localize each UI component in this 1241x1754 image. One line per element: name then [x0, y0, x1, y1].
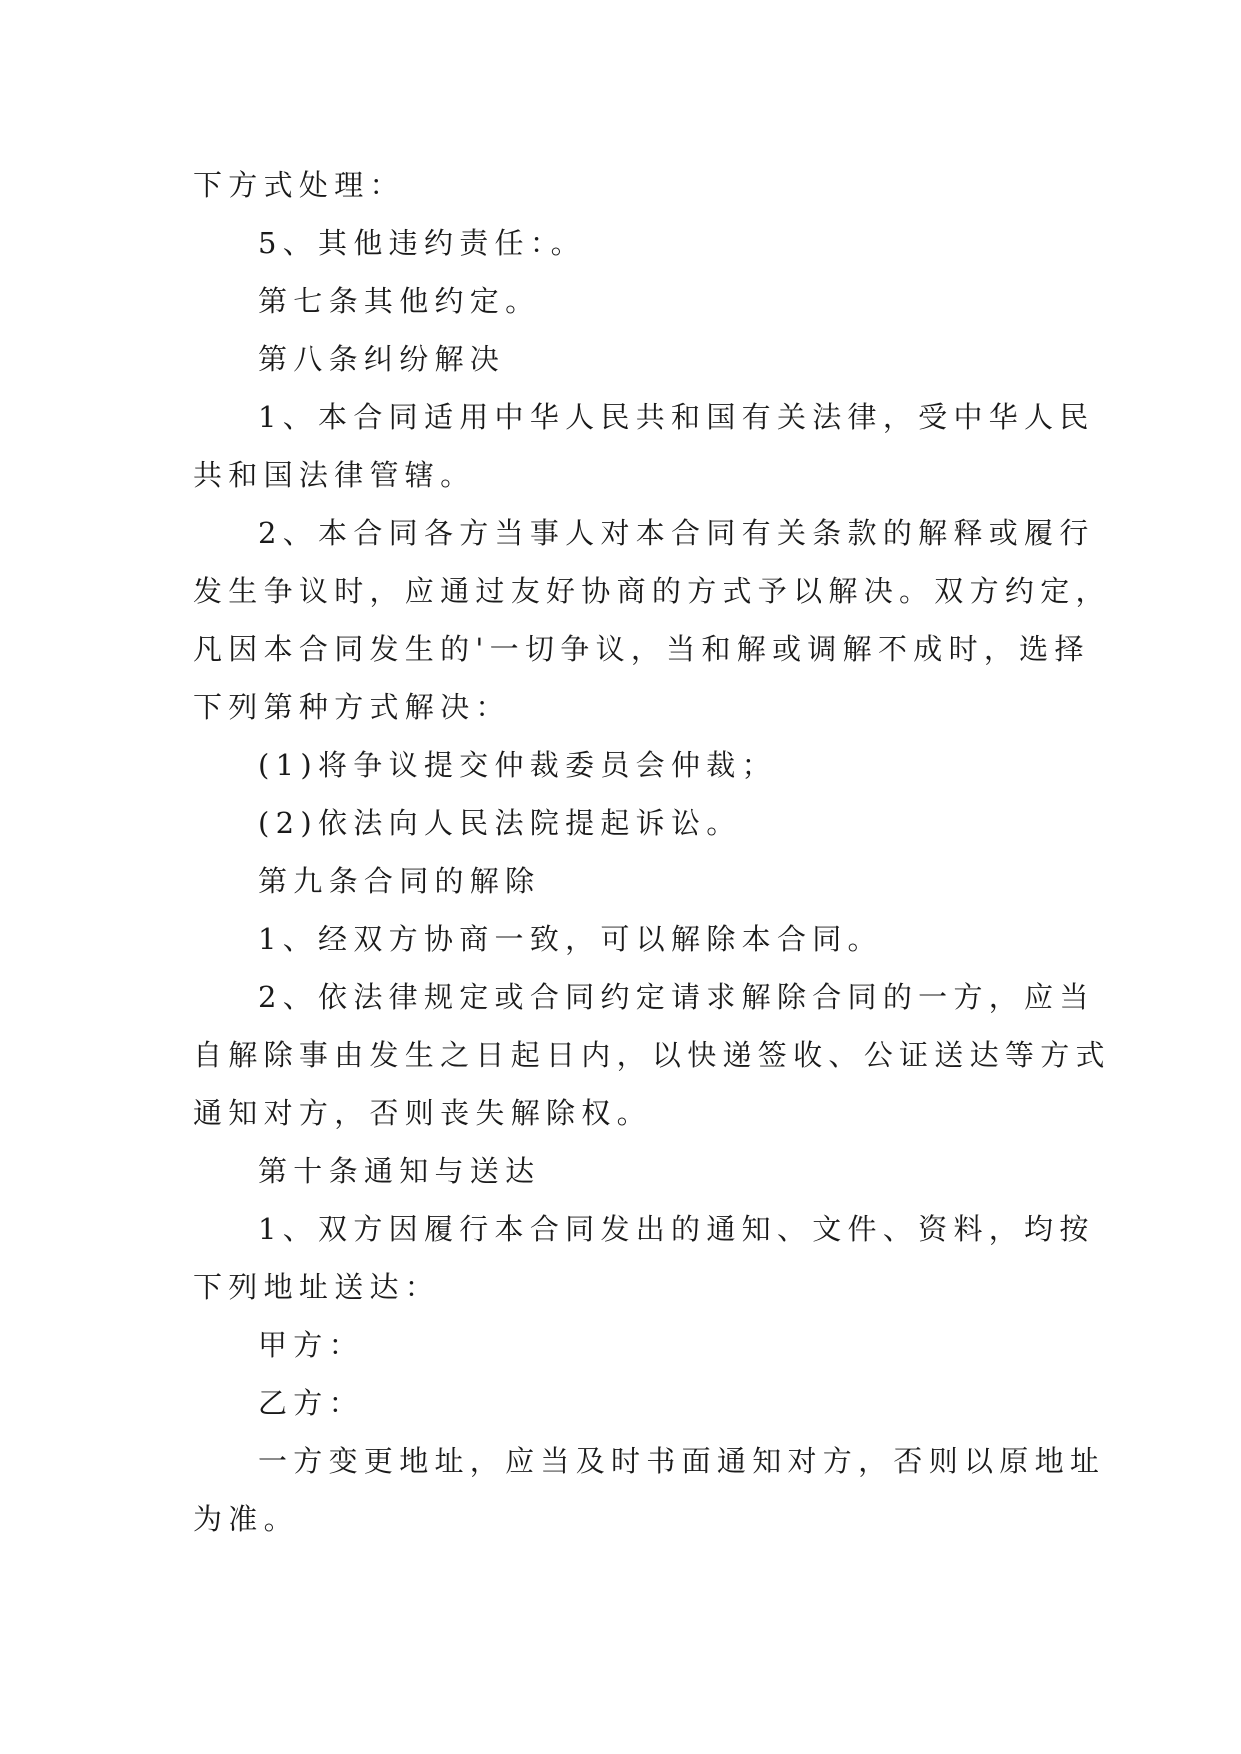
text-line: 下列地址送达： [193, 1270, 441, 1304]
text-line: (1)将争议提交仲裁委员会仲裁； [258, 748, 777, 782]
text-line: 下方式处理： [193, 168, 405, 202]
text-line: 1、经双方协商一致，可以解除本合同。 [258, 922, 883, 956]
text-line: 甲方： [258, 1328, 364, 1362]
text-line: 为准。 [193, 1502, 299, 1536]
text-line: 5、其他违约责任：。 [258, 226, 586, 260]
section-heading: 第九条合同的解除 [258, 864, 541, 898]
text-line: 1、双方因履行本合同发出的通知、文件、资料，均按 [258, 1212, 1095, 1246]
text-line: 共和国法律管辖。 [193, 458, 476, 492]
text-line: 下列第种方式解决： [193, 690, 511, 724]
section-heading: 第十条通知与送达 [258, 1154, 541, 1188]
text-line: 凡因本合同发生的'一切争议，当和解或调解不成时，选择 [193, 632, 1090, 666]
text-line: 通知对方，否则丧失解除权。 [193, 1096, 652, 1130]
text-line: 乙方： [258, 1386, 364, 1420]
section-heading: 第七条其他约定。 [258, 284, 541, 318]
text-line: 自解除事由发生之日起日内，以快递签收、公证送达等方式 [193, 1038, 1111, 1072]
text-line: 1、本合同适用中华人民共和国有关法律，受中华人民 [258, 400, 1095, 434]
text-line: (2)依法向人民法院提起诉讼。 [258, 806, 742, 840]
text-line: 2、本合同各方当事人对本合同有关条款的解释或履行 [258, 516, 1095, 550]
text-line: 一方变更地址，应当及时书面通知对方，否则以原地址 [258, 1444, 1106, 1478]
text-line: 发生争议时，应通过友好协商的方式予以解决。双方约定， [193, 574, 1111, 608]
section-heading: 第八条纠纷解决 [258, 342, 506, 376]
text-line: 2、依法律规定或合同约定请求解除合同的一方，应当 [258, 980, 1095, 1014]
